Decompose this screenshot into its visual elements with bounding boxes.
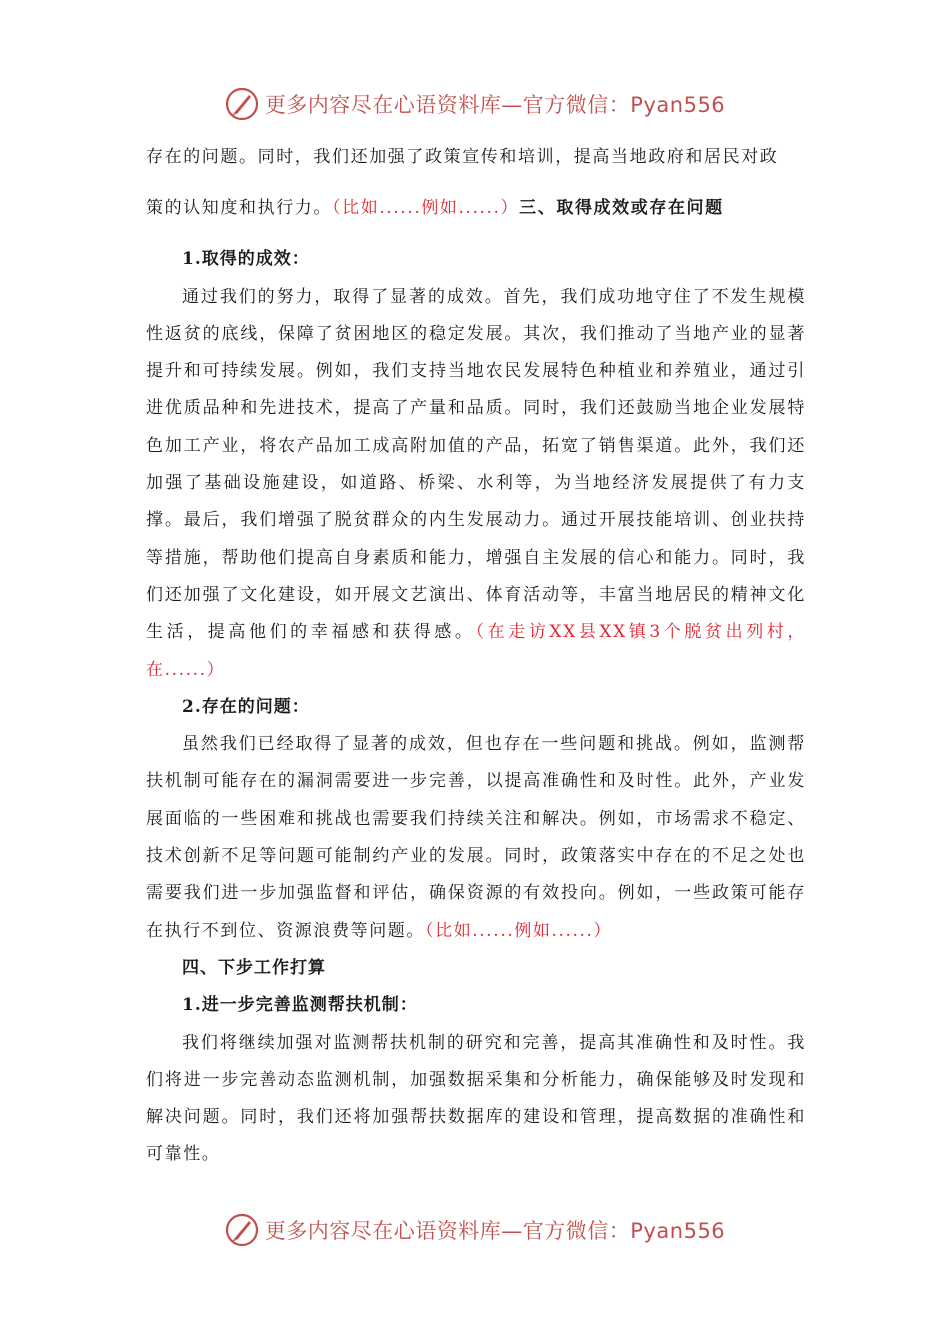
paragraph-continued-end bbox=[146, 176, 806, 241]
example-note-problems: （比如......例如......） bbox=[425, 920, 613, 941]
example-note-achievements: （在走访XX县XX镇3个脱贫出列村，在......） bbox=[146, 622, 806, 680]
paragraph-problems bbox=[146, 726, 806, 950]
footer-banner bbox=[0, 1210, 950, 1250]
header-banner-text: 更多内容尽在心语资料库—官方微信：Pyan556 bbox=[264, 93, 726, 117]
paragraph-problems-text: 虽然我们已经取得了显著的成效，但也存在一些问题和挑战。例如，监测帮扶机制可能存在的漏洞需要进一步完善，以提高准确性和及时性。此外，产业发展面临的一些困难和挑战也需要我们持续关注和解决。例如，市场需求不稳定、技术创新不足等问题可能制约产业的发展。同时，政策落实中存在的不足之处也需要我们进一步加强监督和评估，确保资源的有效投向。例如，一些政策可能存在执行不到位、资源浪费等问题。 bbox=[146, 734, 806, 941]
quill-pen-icon bbox=[225, 1213, 259, 1247]
paragraph-next-1: 我们将继续加强对监测帮扶机制的研究和完善，提高其准确性和及时性。我们将进一步完善动态监测机制，加强数据采集和分析能力，确保能够及时发现和解决问题。同时，我们还将加强帮扶数据库的建设和管理，提高数据的准确性和可靠性。 bbox=[146, 1032, 806, 1165]
header-banner bbox=[0, 84, 950, 124]
paragraph-achievements bbox=[146, 279, 806, 689]
quill-pen-icon bbox=[225, 87, 259, 121]
subheading-achievements: 1.取得的成效： bbox=[182, 249, 310, 270]
footer-banner-text: 更多内容尽在心语资料库—官方微信：Pyan556 bbox=[264, 1219, 726, 1243]
section-heading-3: 三、取得成效或存在问题 bbox=[519, 198, 724, 219]
paragraph-text: 策的认知度和执行力。 bbox=[146, 198, 332, 219]
document-body bbox=[146, 139, 806, 1174]
paragraph-continued: 存在的问题。同时，我们还加强了政策宣传和培训，提高当地政府和居民对政 bbox=[146, 147, 779, 167]
paragraph-achievements-text: 通过我们的努力，取得了显著的成效。首先，我们成功地守住了不发生规模性返贫的底线，保障了贫困地区的稳定发展。其次，我们推动了当地产业的显著提升和可持续发展。例如，我们支持当地农民发展特色种植业和养殖业，通过引进优质品种和先进技术，提高了产量和品质。同时，我们还鼓励当地企业发展特色加工产业，将农产品加工成高附加值的产品，拓宽了销售渠道。此外，我们还加强了基础设施建设，如道路、桥梁、水利等，为当地经济发展提供了有力支撑。最后，我们增强了脱贫群众的内生发展动力。通过开展技能培训、创业扶持等措施，帮助他们提高自身素质和能力，增强自主发展的信心和能力。同时，我们还加强了文化建设，如开展文艺演出、体育活动等，丰富当地居民的精神文化生活，提高他们的幸福感和获得感。 bbox=[146, 286, 806, 643]
subheading-problems: 2.存在的问题： bbox=[182, 696, 310, 717]
section-heading-4: 四、下步工作打算 bbox=[182, 957, 326, 978]
subheading-next-1: 1.进一步完善监测帮扶机制： bbox=[182, 995, 418, 1016]
example-note: （比如......例如......） bbox=[332, 198, 520, 219]
